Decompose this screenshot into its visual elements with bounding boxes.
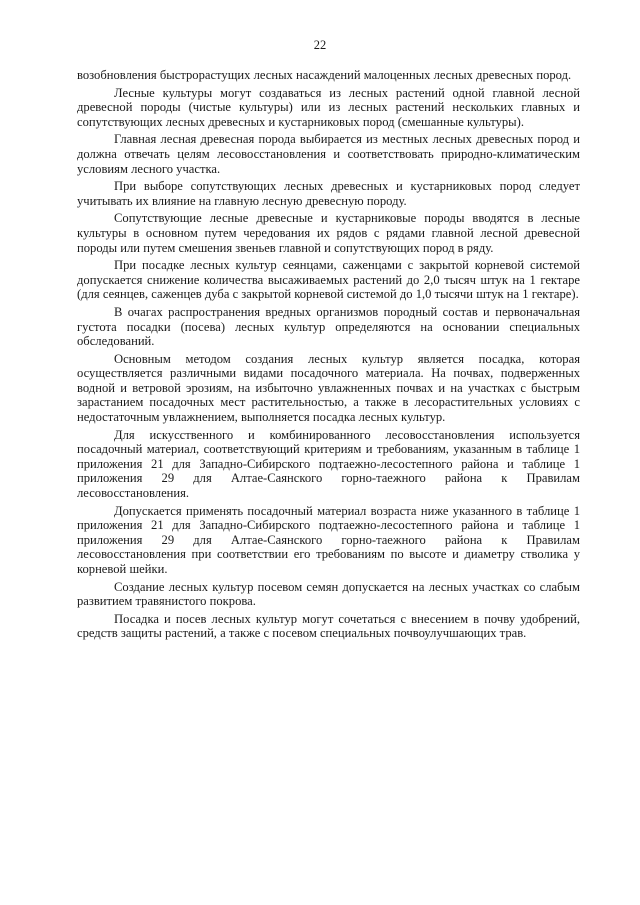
paragraph-seeding: Создание лесных культур посевом семян допускается на лесных участках со слабым развитием травянистого покрова. xyxy=(77,579,580,609)
paragraph-main-species: Главная лесная древесная порода выбирается из местных лесных древесных пород и должна отвечать целям лесовосстановления и соответствовать природно-климатическим условиям лесного участка. xyxy=(77,132,580,176)
document-body xyxy=(77,68,580,644)
paragraph-continuation: возобновления быстрорастущих лесных насаждений малоценных лесных древесных пород. xyxy=(77,68,572,82)
paragraph-companion-introduction: Сопутствующие лесные древесные и кустарниковые породы вводятся в лесные культуры в основном путем чередования их рядов с рядами главной лесной древесной породы или путем смешения звеньев главной и сопутствующих пород в ряду. xyxy=(77,211,580,255)
paragraph-planting-material: Для искусственного и комбинированного лесовосстановления используется посадочный материал, соответствующий критериям и требованиям, указанным в таблице 1 приложения 21 для Западно-Сибирского подтаежно-лесостепного района и таблице 1 приложения 29 для Алтае-Саянского горно-таежного района к Правилам лесовосстановления. xyxy=(77,427,580,501)
paragraph-younger-material: Допускается применять посадочный материал возраста ниже указанного в таблице 1 приложения 21 для Западно-Сибирского подтаежно-лесостепного района и таблице 1 приложения 29 для Алтае-Саянского горно-таежного района к Правилам лесовосстановления при соответствии его требованиям по высоте и диаметру стволика у корневой шейки. xyxy=(77,503,580,576)
paragraph-fertilizers: Посадка и посев лесных культур могут сочетаться с внесением в почву удобрений, средств защиты растений, а также с посевом специальных почвоулучшающих трав. xyxy=(77,611,580,641)
page-number: 22 xyxy=(313,38,327,52)
paragraph-main-method: Основным методом создания лесных культур является посадка, которая осуществляется различными видами посадочного материала. На почвах, подверженных водной и ветровой эрозиям, на избыточно увлажненных почвах и на участках с быстрым зарастанием посадочных мест растительностью, а также в лесорастительных условиях с недостаточным увлажнением, выполняется посадка лесных культур. xyxy=(77,351,580,425)
paragraph-closed-root-planting: При посадке лесных культур сеянцами, саженцами с закрытой корневой системой допускается снижение количества высаживаемых растений до 2,0 тысяч штук на 1 гектаре (для сеянцев, саженцев дуба с закрытой корневой системой до 1,0 тысячи штук на 1 гектаре). xyxy=(77,258,580,302)
paragraph-pest-foci: В очагах распространения вредных организмов породный состав и первоначальная густота посадки (посева) лесных культур определяются на основании специальных обследований. xyxy=(77,304,580,349)
paragraph-companion-selection: При выборе сопутствующих лесных древесных и кустарниковых пород следует учитывать их влияние на главную лесную древесную породу. xyxy=(77,179,580,208)
paragraph-forest-cultures-composition: Лесные культуры могут создаваться из лесных растений одной главной лесной древесной породы (чистые культуры) или из лесных растений нескольких главных и сопутствующих лесных древесных и кустарниковых пород (смешанные культуры). xyxy=(77,85,580,129)
